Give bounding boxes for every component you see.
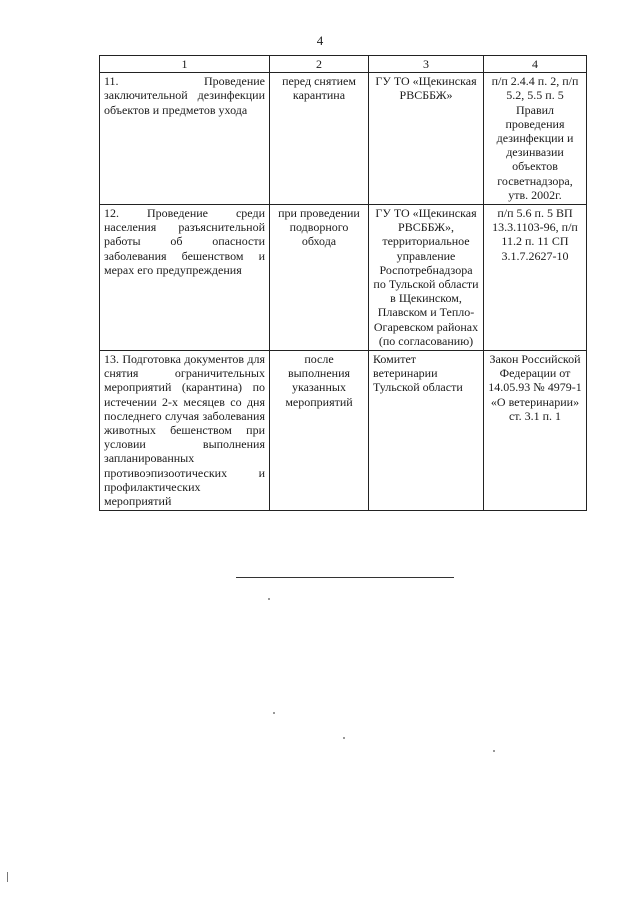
scan-speck bbox=[493, 750, 495, 752]
responsible-cell: ГУ ТО «Щекинская РВСББЖ» bbox=[369, 73, 484, 205]
column-header-2: 2 bbox=[270, 56, 369, 73]
basis-cell: п/п 5.6 п. 5 ВП 13.3.1103-96, п/п 11.2 п. 11 СП 3.1.7.2627-10 bbox=[484, 205, 587, 351]
measures-table bbox=[99, 55, 587, 511]
page-number: 4 bbox=[316, 33, 324, 48]
scan-speck bbox=[273, 712, 275, 714]
basis-cell: п/п 2.4.4 п. 2, п/п 5.2, 5.5 п. 5 Правил проведения дезинфекции и дезинвазии объектов госветнадзора, утв. 2002г. bbox=[484, 73, 587, 205]
scan-speck bbox=[268, 598, 270, 600]
action-cell: 12. Проведение среди населения разъяснительной работы об опасности заболевания бешенством и мерах его предупреждения bbox=[100, 205, 270, 351]
column-header-4: 4 bbox=[484, 56, 587, 73]
end-divider-line bbox=[236, 577, 454, 578]
basis-cell: Закон Российской Федерации от 14.05.93 № 4979-1 «О ветеринарии» ст. 3.1 п. 1 bbox=[484, 351, 587, 511]
responsible-cell: Комитет ветеринарии Тульской области bbox=[369, 351, 484, 511]
scan-speck bbox=[343, 737, 345, 739]
timing-cell: после выполнения указанных мероприятий bbox=[270, 351, 369, 511]
table-header-row bbox=[100, 56, 587, 73]
timing-cell: перед снятием карантина bbox=[270, 73, 369, 205]
table-row bbox=[100, 73, 587, 205]
table-row bbox=[100, 205, 587, 351]
scan-edge-mark bbox=[7, 872, 8, 882]
responsible-cell: ГУ ТО «Щекинская РВСББЖ», территориальное управление Роспотребнадзора по Тульской области в Щекинском, Плавском и Тепло-Огаревском районах (по согласованию) bbox=[369, 205, 484, 351]
action-cell: 11. Проведение заключительной дезинфекции объектов и предметов ухода bbox=[100, 73, 270, 205]
column-header-1: 1 bbox=[100, 56, 270, 73]
timing-cell: при проведении подворного обхода bbox=[270, 205, 369, 351]
table-row bbox=[100, 351, 587, 511]
action-cell: 13. Подготовка документов для снятия ограничительных мероприятий (карантина) по истечении 2-х месяцев со дня последнего случая заболевания животных бешенством при условии выполнения запланированных противоэпизоотических и профилактических мероприятий bbox=[100, 351, 270, 511]
column-header-3: 3 bbox=[369, 56, 484, 73]
